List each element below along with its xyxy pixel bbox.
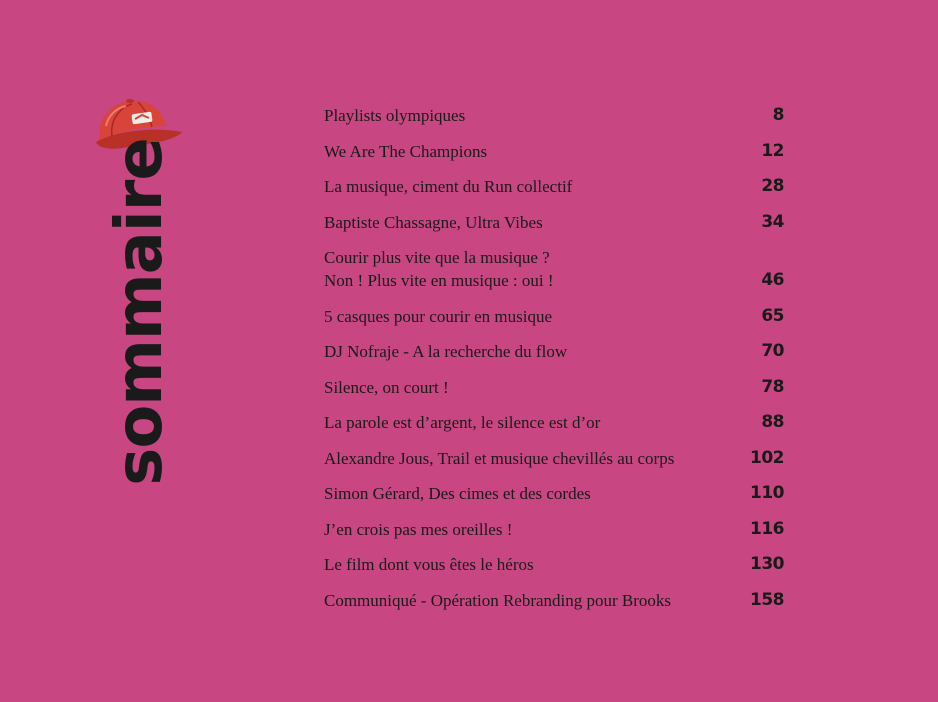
toc-title: La musique, ciment du Run collectif [324,177,573,196]
sommaire-title: sommaire [103,138,177,486]
toc-page-number: 78 [761,376,784,397]
toc-row[interactable] [324,411,784,434]
toc-page-number: 130 [750,554,784,574]
toc-title: Simon Gérard, Des cimes et des cordes [324,484,591,503]
toc-title: Le film dont vous êtes le héros [324,555,534,574]
toc-row[interactable] [324,482,784,505]
toc-row[interactable] [324,447,784,470]
toc-page-number: 8 [772,105,784,125]
toc-row[interactable] [324,553,784,576]
toc-row[interactable] [324,104,784,127]
toc-row[interactable] [324,376,784,399]
toc-page-number: 116 [750,518,784,539]
toc-row[interactable] [324,211,784,234]
toc-title: Playlists olympiques [324,106,466,125]
toc-page-number: 46 [761,270,784,290]
toc-page-number: 88 [761,412,784,432]
toc-title: Baptiste Chassagne, Ultra Vibes [324,212,543,232]
toc-page-number: 102 [750,447,784,468]
table-of-contents [324,104,784,624]
toc-page-number: 28 [761,176,784,196]
toc-title: We Are The Champions [324,141,488,161]
toc-row[interactable] [324,175,784,198]
toc-title: 5 casques pour courir en musique [324,306,553,326]
toc-row[interactable] [324,340,784,363]
toc-page-number: 34 [761,211,784,232]
toc-row[interactable] [324,589,784,612]
toc-title: Courir plus vite que la musique ? Non ! Plus vite en musique : oui ! [324,248,554,290]
toc-title: Communiqué - Opération Rebranding pour Brooks [324,590,672,610]
toc-row[interactable] [324,305,784,328]
toc-page-number: 158 [750,589,784,610]
toc-row[interactable] [324,246,784,292]
toc-page-number: 12 [761,140,784,161]
toc-title: J’en crois pas mes oreilles ! [324,519,513,539]
toc-title: DJ Nofraje - A la recherche du flow [324,342,568,361]
toc-title: Silence, on court ! [324,377,449,397]
toc-row[interactable] [324,140,784,163]
toc-page-number: 110 [750,483,784,503]
toc-title: Alexandre Jous, Trail et musique chevillés au corps [324,448,675,468]
toc-row[interactable] [324,518,784,541]
toc-page-number: 70 [761,341,784,361]
toc-page-number: 65 [761,305,784,326]
toc-title: La parole est d’argent, le silence est d’or [324,413,601,432]
